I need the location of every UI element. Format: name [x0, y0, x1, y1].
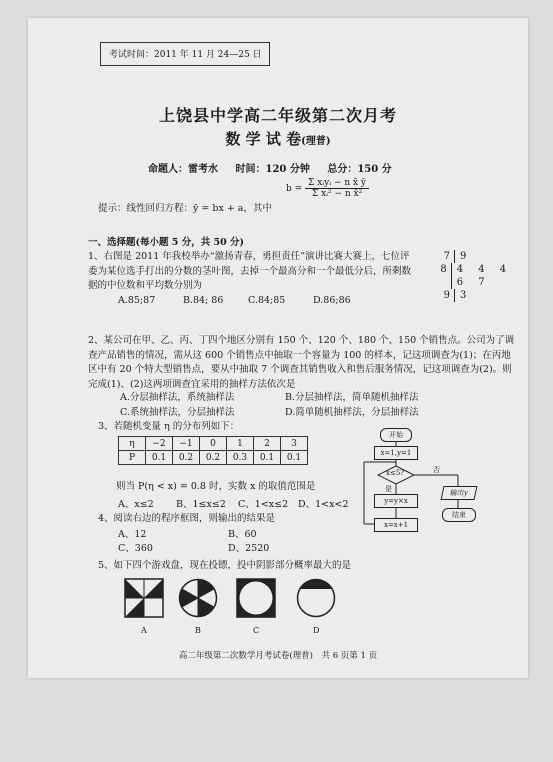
table-cell: 3 [281, 437, 308, 451]
stem: 8 [438, 263, 452, 289]
table-cell: 0 [200, 437, 227, 451]
paper-title-text: 数 学 试 卷 [225, 130, 302, 148]
question-2-options [120, 390, 485, 420]
flow-no: 否 [433, 466, 440, 474]
question-3-text: 3、若随机变量 η 的分布列如下： [98, 421, 240, 432]
option: D.简单随机抽样法，分层抽样法 [285, 407, 419, 418]
option: C.84;85 [248, 294, 286, 306]
option: A.85;87 [118, 294, 156, 306]
table-cell: 0.1 [254, 451, 281, 465]
stem-leaf-row [438, 263, 528, 289]
table-cell: 0.3 [227, 451, 254, 465]
stem-leaf-row [438, 289, 528, 302]
option: D、2520 [228, 543, 270, 554]
board-label: A [141, 626, 147, 635]
formula-fraction [305, 178, 369, 199]
question-3-options [118, 496, 358, 510]
flow-output: 输出y [441, 486, 478, 500]
flow-body-1: y=y×x [374, 494, 418, 508]
table-cell: −1 [173, 437, 200, 451]
option: A、12 [118, 529, 147, 540]
table-row [119, 451, 308, 465]
table-cell: 0.2 [173, 451, 200, 465]
exam-meta [148, 160, 406, 175]
table-cell: η [119, 437, 146, 451]
question-3-condition: 则当 P(η < x) = 0.8 时，实数 x 的取值范围是 [116, 481, 316, 492]
option: C、360 [118, 543, 153, 554]
leaves: 9 [460, 251, 473, 262]
option: A.分层抽样法，系统抽样法 [120, 392, 235, 403]
duration-label: 时间：120 分钟 [235, 164, 310, 175]
page-footer: 高二年级第二次数学月考试卷(理普) 共 6 页第 1 页 [178, 651, 378, 661]
exam-time-box: 考试时间：2011 年 11 月 24—25 日 [100, 42, 270, 66]
flow-body-2: x=x+1 [374, 518, 418, 532]
paper-title [28, 128, 528, 149]
table-cell: 1 [227, 437, 254, 451]
option: D、1<x<2 [298, 499, 349, 510]
question-2-text: 2、某公司在甲、乙、丙、丁四个地区分别有 150 个、120 个、180 个、150 个销售点。公司为了调查产品销售的情况，需从这 600 个销售点中抽取一个容量为 100 的样本，记这项调查为(1)；在丙地区中有 20 个特大型销售点，要从中抽取 7 个调查其销售收入和售后服务情况，记这项调查为(2)。则完成(1)、(2)这两项调查宜采用的抽样方法依次是 [88, 335, 515, 390]
stem: 9 [438, 289, 455, 302]
question-1 [88, 250, 418, 308]
board-c-icon [236, 578, 276, 618]
author-label: 命题人：雷考水 [148, 164, 218, 175]
question-5-text: 5、如下四个游戏盘，现在投镖，投中阴影部分概率最大的是 [98, 560, 352, 571]
question-4-text: 4、阅读右边的程序框图，则输出的结果是 [98, 513, 276, 524]
board-d-icon [296, 578, 336, 618]
table-row [119, 437, 308, 451]
question-1-options [118, 294, 418, 309]
board-b-icon [178, 578, 218, 618]
stem-leaf-plot [438, 250, 528, 302]
school-title: 上饶县中学高二年级第二次月考 [158, 106, 397, 125]
section-heading: 一、选择题(每小题 5 分，共 50 分) [88, 237, 245, 248]
flow-condition: x≤5? [386, 469, 405, 477]
distribution-table [118, 436, 308, 465]
table-cell: 0.2 [200, 451, 227, 465]
table-cell: 0.1 [146, 451, 173, 465]
table-cell: 2 [254, 437, 281, 451]
question-4-options [118, 528, 338, 556]
option: C.系统抽样法，分层抽样法 [120, 407, 235, 418]
board-label: C [253, 626, 260, 635]
option: D.86;86 [313, 294, 351, 306]
exam-paper [28, 18, 528, 678]
leaves: 4 4 4 6 7 [456, 264, 513, 288]
option: B.分层抽样法，简单随机抽样法 [285, 392, 419, 403]
question-1-text: 1、右图是 2011 年我校举办“激扬青春，勇担责任”演讲比赛大赛上，七位评委为某位选手打出的分数的茎叶图，去掉一个最高分和一个最低分后，所剩数据的中位数和平均数分别为 [88, 251, 412, 292]
flow-end: 结束 [442, 508, 476, 522]
board-a-icon [124, 578, 164, 618]
option: B、60 [228, 529, 257, 540]
regression-formula [286, 178, 369, 199]
regression-tip: 提示：线性回归方程：ȳ = bx + a，其中 [98, 203, 272, 214]
stem-leaf-row [438, 250, 528, 263]
option: A、x≤2 [118, 499, 154, 510]
paper-subtitle: (理普) [301, 136, 331, 147]
total-score-label: 总分：150 分 [327, 164, 392, 175]
table-cell: −2 [146, 437, 173, 451]
formula-denominator: Σ xᵢ² − n x̄² [311, 189, 363, 199]
option: B、1≤x≤2 [176, 499, 226, 510]
flow-assign: x=1,y=1 [374, 446, 418, 460]
flow-start: 开始 [380, 428, 412, 442]
leaves: 3 [460, 290, 473, 301]
stem: 7 [438, 250, 455, 263]
table-cell: P [119, 451, 146, 465]
board-label: B [195, 626, 201, 635]
formula-numerator: Σ xᵢyᵢ − n x̄ ȳ [305, 178, 369, 189]
table-cell: 0.1 [281, 451, 308, 465]
board-label: D [313, 626, 320, 635]
option: B.84; 86 [183, 294, 224, 306]
flow-yes: 是 [385, 485, 392, 493]
formula-lhs: b = [286, 184, 303, 194]
option: C、1<x≤2 [238, 499, 289, 510]
